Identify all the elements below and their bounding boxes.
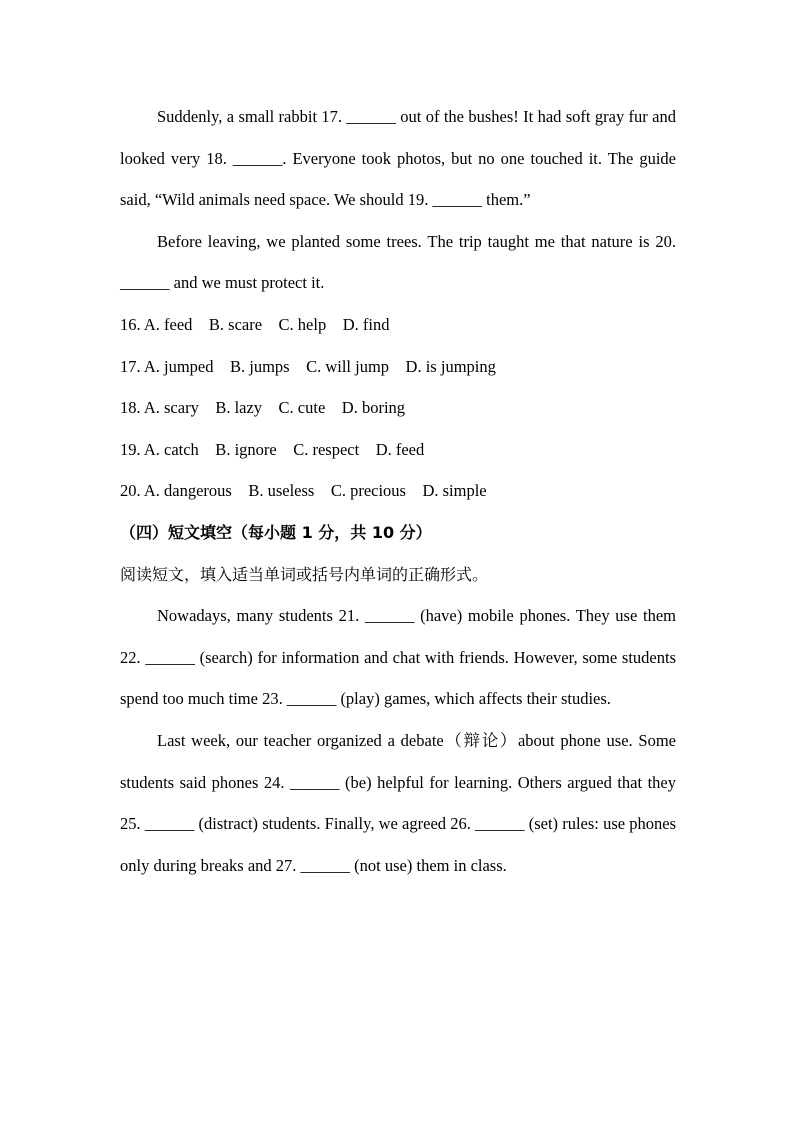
passage-paragraph-2: Before leaving, we planted some trees. The trip taught me that nature is 20. ______ and we must protect it.: [120, 231, 676, 293]
document-page: [120, 96, 676, 886]
question-19-options: 19. A. catch B. ignore C. respect D. feed: [120, 439, 425, 459]
section-4-paragraph-2: Last week, our teacher organized a debate（辩论）about phone use. Some students said phones 24. ______ (be) helpful for learning. Others argued that they 25. ______ (distract) students. Finally, we agreed 26. ______ (set) rules: use phones only during breaks and 27. ______ (not use) them in class.: [120, 730, 676, 875]
question-18-options: 18. A. scary B. lazy C. cute D. boring: [120, 398, 406, 418]
question-16-options: 16. A. feed B. scare C. help D. find: [120, 314, 390, 334]
passage-paragraph-1: Suddenly, a small rabbit 17. ______ out of the bushes! It had soft gray fur and looked very 18. ______. Everyone took photos, but no one touched it. The guide said, “Wild animals need space. We should 19. ______ them.”: [120, 107, 676, 210]
section-4-paragraph-1: Nowadays, many students 21. ______ (have) mobile phones. They use them 22. ______ (search) for information and chat with friends. However, some students spend too much time 23. ______ (play) games, which affects their studies.: [120, 606, 676, 709]
section-4-title: （四）短文填空（每小题 1 分，共 10 分）: [120, 522, 432, 542]
question-17-options: 17. A. jumped B. jumps C. will jump D. is jumping: [120, 356, 496, 376]
question-20-options: 20. A. dangerous B. useless C. precious D. simple: [120, 481, 487, 501]
section-4-instruction: 阅读短文，填入适当单词或括号内单词的正确形式。: [120, 564, 489, 584]
